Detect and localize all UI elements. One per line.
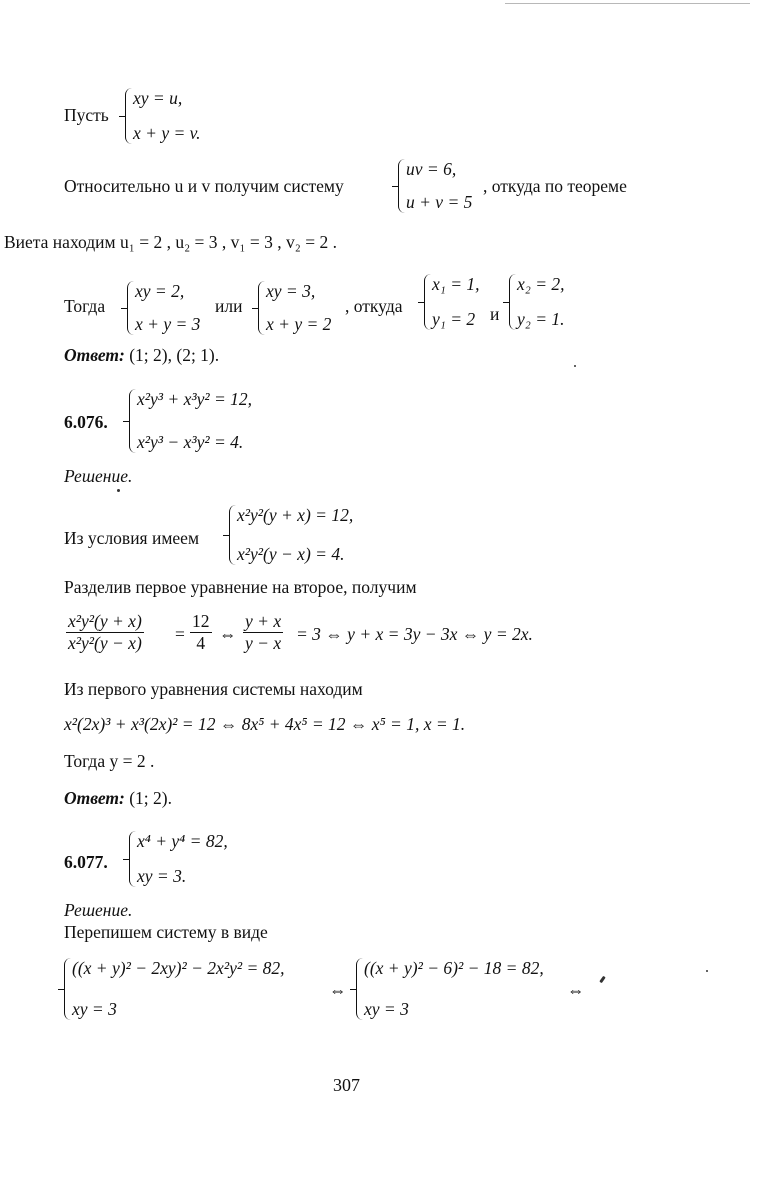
final-sys2-eq2: xy = 3	[364, 999, 409, 1019]
brace-icon	[258, 281, 266, 335]
final-sys2-eq1: ((x + y)² − 6)² − 18 = 82,	[364, 958, 544, 978]
let-eq2: x + y = v.	[133, 123, 201, 143]
ratio-frac1-num: x²y²(y + x)	[68, 611, 142, 631]
brace-icon	[356, 958, 364, 1020]
brace-icon	[509, 274, 517, 330]
problem-6077-system	[129, 831, 269, 887]
problem-6077-number: 6.077.	[64, 852, 108, 872]
brace-icon	[424, 274, 432, 330]
answer-2	[64, 788, 172, 809]
problem-6076-eq1: x²y³ + x³y² = 12,	[137, 389, 253, 409]
let-eq1: xy = u,	[133, 88, 183, 108]
ratio-frac1-den: x²y²(y − x)	[68, 633, 142, 654]
then-sys2-eq2: x + y = 2	[266, 314, 332, 334]
answer-1-label: Ответ:	[64, 345, 125, 365]
from-condition-eq2: x²y²(y − x) = 4.	[237, 544, 345, 564]
then-system-3	[424, 274, 498, 330]
ratio-eq: =	[175, 624, 185, 644]
solution-2-label: Решение.	[64, 900, 133, 920]
final-sys1-eq1: ((x + y)² − 2xy)² − 2x²y² = 82,	[72, 958, 285, 978]
problem-6076-number: 6.076.	[64, 412, 108, 432]
brace-icon	[125, 88, 133, 144]
then-sys3-eq2: y₁ = 2	[432, 309, 476, 329]
ratio-fraction-3	[243, 611, 283, 654]
final-sys1-eq2: xy = 3	[72, 999, 117, 1019]
ratio-iff: ⇔	[219, 624, 237, 644]
final-iff-2: ⇔	[567, 980, 585, 1000]
from-condition-system	[229, 505, 399, 565]
answer-2-label: Ответ:	[64, 788, 125, 808]
answer-1-value: (1; 2), (2; 1).	[129, 345, 220, 365]
relative-after: , откуда по теореме	[483, 176, 627, 196]
let-system	[125, 88, 245, 144]
dividing-line: Разделив первое уравнение на второе, получим	[64, 577, 417, 597]
brace-icon	[229, 505, 237, 565]
then-or: или	[215, 296, 243, 316]
rewrite-line: Перепишем систему в виде	[64, 922, 268, 942]
then-system-4	[509, 274, 589, 330]
problem-6076-eq2: x²y³ − x³y² = 4.	[137, 432, 244, 452]
then-sys2-eq1: xy = 3,	[266, 281, 316, 301]
relative-system	[398, 159, 488, 213]
answer-1	[64, 345, 219, 366]
substitution-line: x²(2x)³ + x³(2x)² = 12 ⇔ 8x⁵ + 4x⁵ = 12 ⇔ x⁵ = 1, x = 1.	[64, 714, 466, 734]
then-sys1-eq2: x + y = 3	[135, 314, 201, 334]
final-system-1	[64, 958, 334, 1020]
relative-text: Относительно u и v получим систему	[64, 176, 344, 196]
relative-eq2: u + v = 5	[406, 192, 473, 212]
final-system-2	[356, 958, 576, 1020]
then-y-line: Тогда y = 2 .	[64, 751, 155, 771]
vieta-line: Виета находим u₁ = 2 , u₂ = 3 , v₁ = 3 , v₂ = 2 .	[4, 232, 337, 252]
then-whence: , откуда	[345, 296, 403, 316]
brace-icon	[129, 389, 137, 453]
relative-eq1: uv = 6,	[406, 159, 457, 179]
then-sys4-eq2: y₂ = 1.	[517, 309, 565, 329]
ratio-frac3-num: y + x	[245, 611, 282, 631]
problem-6077-eq2: xy = 3.	[137, 866, 187, 886]
from-condition-eq1: x²y²(y + x) = 12,	[237, 505, 354, 525]
speck	[706, 970, 708, 972]
then-and: и	[490, 304, 500, 324]
ratio-tail: = 3 ⇔ y + x = 3y − 3x ⇔ y = 2x.	[296, 624, 533, 644]
then-system-2	[258, 281, 358, 335]
problem-6077-eq1: x⁴ + y⁴ = 82,	[137, 831, 228, 851]
let-label: Пусть	[64, 105, 109, 125]
ratio-frac3-den: y − x	[245, 633, 282, 654]
ratio-fraction-1	[66, 611, 144, 654]
ratio-fraction-2	[190, 611, 212, 654]
then-sys4-eq1: x₂ = 2,	[517, 274, 565, 294]
final-iff-1: ⇔	[329, 980, 347, 1000]
problem-6076-system	[129, 389, 309, 453]
solution-1-label: Решение.	[64, 466, 133, 486]
brace-icon	[129, 831, 137, 887]
from-first-line: Из первого уравнения системы находим	[64, 679, 363, 699]
speck	[117, 489, 120, 492]
answer-2-value: (1; 2).	[129, 788, 172, 808]
speck	[599, 976, 605, 983]
brace-icon	[127, 281, 135, 335]
ratio-frac2-num: 12	[192, 611, 210, 631]
brace-icon	[398, 159, 406, 213]
brace-icon	[64, 958, 72, 1020]
then-sys1-eq1: xy = 2,	[135, 281, 185, 301]
speck	[574, 365, 576, 367]
from-condition-text: Из условия имеем	[64, 528, 200, 548]
top-rule	[505, 3, 750, 4]
page-number: 307	[333, 1075, 360, 1095]
then-sys3-eq1: x₁ = 1,	[432, 274, 480, 294]
ratio-frac2-den: 4	[196, 633, 206, 654]
then-label: Тогда	[64, 296, 106, 316]
